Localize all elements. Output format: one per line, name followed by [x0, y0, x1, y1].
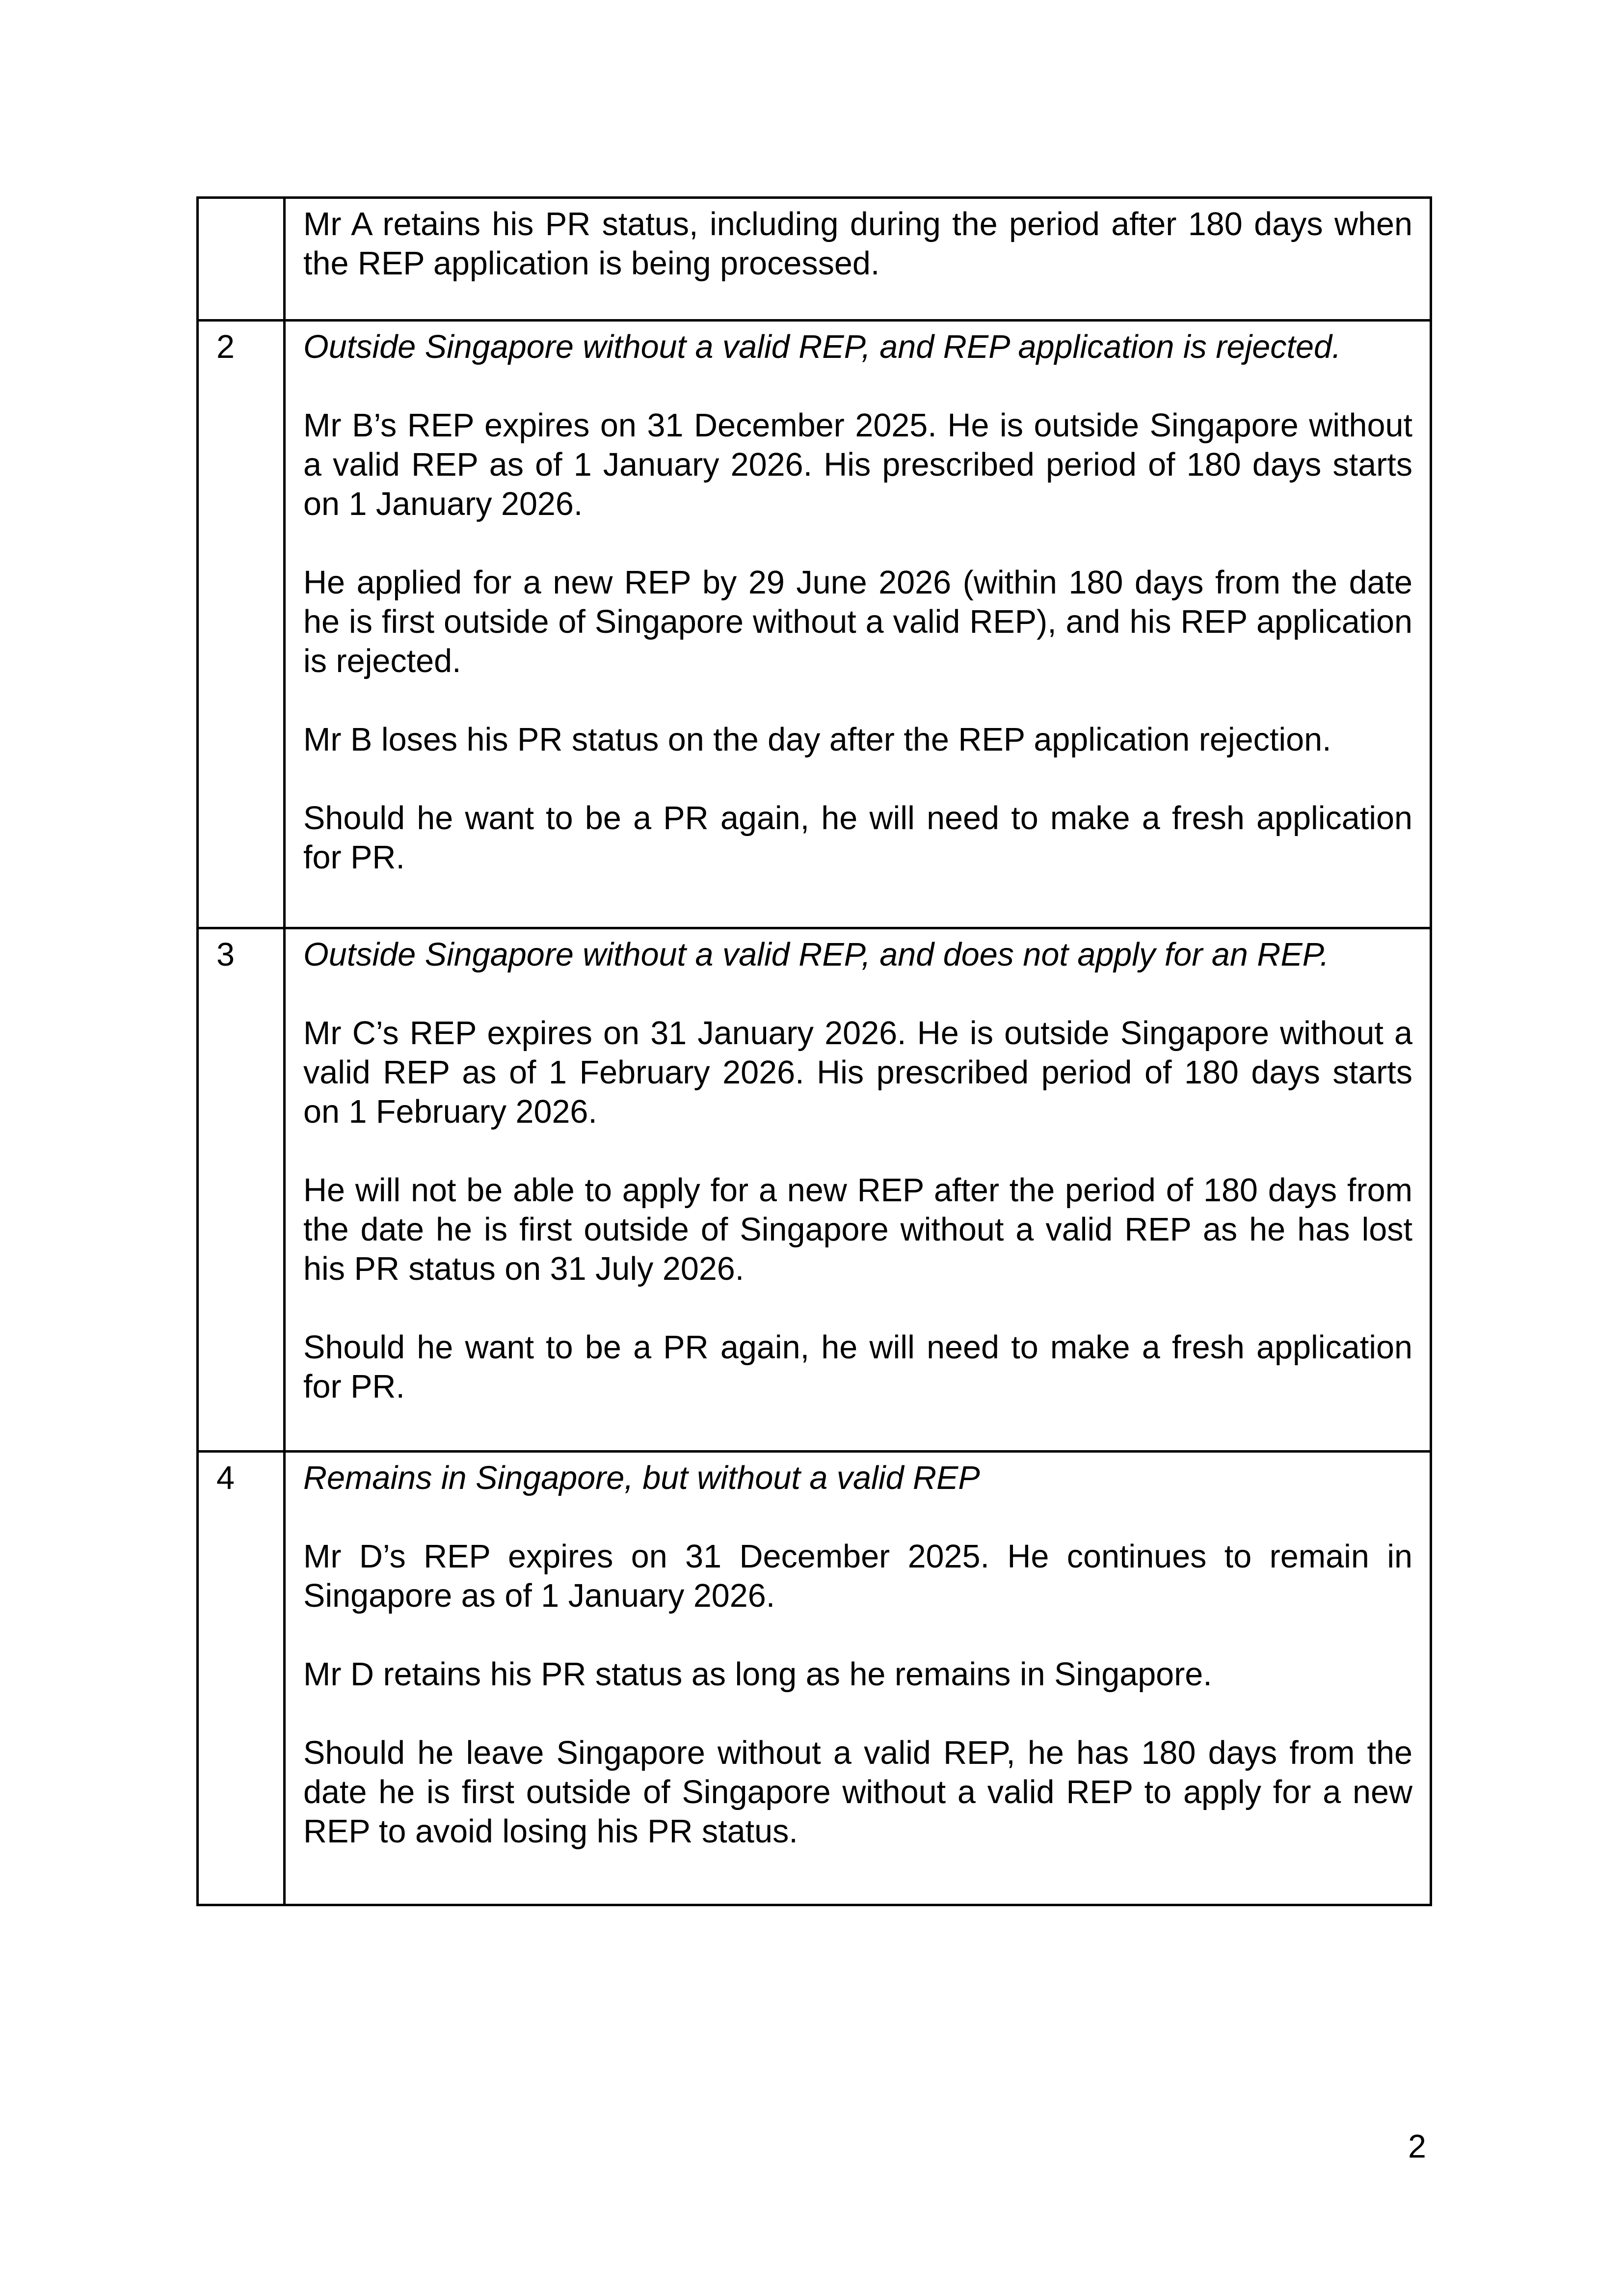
page-number: 2 — [1408, 2129, 1426, 2165]
row-number-cell: 4 — [198, 1452, 285, 1905]
scenario-heading: Outside Singapore without a valid REP, and REP application is rejected. — [303, 329, 1341, 365]
scenario-paragraph: He will not be able to apply for a new REP after the period of 180 days from the date he is first outside of Singapore without a valid REP as he has lost his PR status on 31 July 2026. — [303, 1172, 1412, 1287]
scenario-paragraph: Mr D retains his PR status as long as he remains in Singapore. — [303, 1656, 1212, 1693]
table-row — [198, 1452, 1431, 1905]
scenario-paragraph: Should he want to be a PR again, he will need to make a fresh application for PR. — [303, 1329, 1412, 1405]
row-content-cell — [285, 1452, 1431, 1905]
scenario-paragraph: Mr A retains his PR status, including during the period after 180 days when the REP application is being processed. — [303, 206, 1412, 282]
scenario-paragraph: Should he want to be a PR again, he will need to make a fresh application for PR. — [303, 800, 1412, 876]
row-content-cell — [285, 321, 1431, 928]
scenario-paragraph: Mr B’s REP expires on 31 December 2025. He is outside Singapore without a valid REP as of 1 January 2026. His prescribed period of 180 days starts on 1 January 2026. — [303, 407, 1412, 522]
table-row — [198, 321, 1431, 928]
scenario-paragraph: Mr D’s REP expires on 31 December 2025. He continues to remain in Singapore as of 1 January 2026. — [303, 1539, 1412, 1614]
row-number-cell: 2 — [198, 321, 285, 928]
scenario-heading: Remains in Singapore, but without a valid REP — [303, 1460, 980, 1496]
row-number-cell — [198, 198, 285, 321]
scenario-paragraph: Should he leave Singapore without a valid REP, he has 180 days from the date he is first outside of Singapore without a valid REP to apply for a new REP to avoid losing his PR status. — [303, 1735, 1412, 1850]
scenario-paragraph: Mr B loses his PR status on the day after the REP application rejection. — [303, 722, 1331, 758]
scenario-paragraph: Mr C’s REP expires on 31 January 2026. He is outside Singapore without a valid REP as of 1 February 2026. His prescribed period of 180 days starts on 1 February 2026. — [303, 1015, 1412, 1130]
row-content-cell — [285, 198, 1431, 321]
row-content-cell — [285, 928, 1431, 1452]
scenario-table — [196, 196, 1432, 1906]
table-row — [198, 198, 1431, 321]
scenario-heading: Outside Singapore without a valid REP, and does not apply for an REP. — [303, 937, 1329, 973]
table-row — [198, 928, 1431, 1452]
scenario-paragraph: He applied for a new REP by 29 June 2026 (within 180 days from the date he is first outside of Singapore without a valid REP), and his REP application is rejected. — [303, 565, 1412, 679]
row-number-cell: 3 — [198, 928, 285, 1452]
